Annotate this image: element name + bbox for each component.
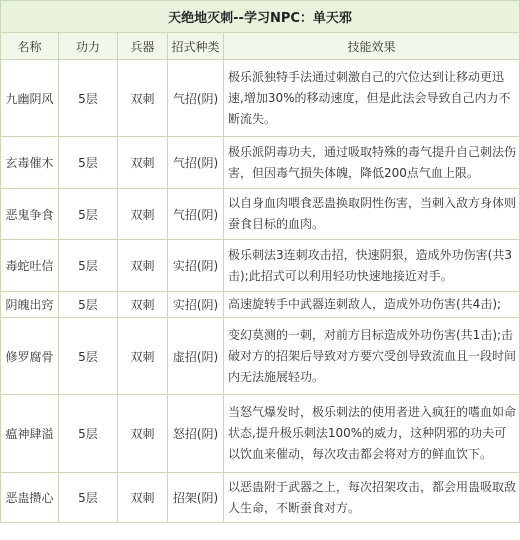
table-row	[1, 60, 520, 137]
skill-weapon: 双刺	[118, 395, 168, 473]
title-row	[1, 1, 520, 33]
skill-effect: 以恶蛊附于武器之上，每次招架攻击，都会用蛊吸取敌人生命，不断蚕食对方。	[224, 473, 520, 523]
table-row	[1, 137, 520, 189]
skill-weapon: 双刺	[118, 318, 168, 395]
skill-effect: 极乐派阴毒功夫，通过吸取特殊的毒气提升自己刺法伤害，但因毒气损失体魄，降低200点气血上限。	[224, 137, 520, 189]
skill-effect: 变幻莫测的一刺，对前方目标造成外功伤害(共1击);击破对方的招架后导致对方要穴受创导致流血且一段时间内无法施展轻功。	[224, 318, 520, 395]
skill-type: 虚招(阴)	[168, 318, 224, 395]
skill-effect: 极乐派独特手法通过刺激自己的穴位达到让移动更迅速,增加30%的移动速度，但是此法会导致自己内力不断流失。	[224, 60, 520, 137]
table-row	[1, 395, 520, 473]
skill-level: 5层	[59, 473, 118, 523]
header-type: 招式种类	[168, 33, 224, 60]
skill-name: 恶鬼争食	[1, 189, 59, 240]
skill-weapon: 双刺	[118, 473, 168, 523]
table-row	[1, 240, 520, 292]
skill-type: 怒招(阴)	[168, 395, 224, 473]
skill-effect: 以自身血肉喂食恶蛊换取阴性伤害，当刺入敌方身体则蚕食目标的血肉。	[224, 189, 520, 240]
header-effect: 技能效果	[224, 33, 520, 60]
skill-name: 九幽阴风	[1, 60, 59, 137]
skill-weapon: 双刺	[118, 292, 168, 318]
skill-weapon: 双刺	[118, 189, 168, 240]
skill-weapon: 双刺	[118, 60, 168, 137]
skill-type: 气招(阴)	[168, 137, 224, 189]
skill-weapon: 双刺	[118, 137, 168, 189]
skill-effect: 当怒气爆发时，极乐刺法的使用者进入疯狂的嗜血如命状态,提升极乐刺法100%的威力，这种阴邪的功夫可以饮血来催动，每次攻击都会将对方的鲜血饮下。	[224, 395, 520, 473]
skill-effect: 高速旋转手中武器连刺敌人，造成外功伤害(共4击);	[224, 292, 520, 318]
skill-name: 阴魄出窍	[1, 292, 59, 318]
skill-level: 5层	[59, 395, 118, 473]
skill-type: 气招(阴)	[168, 60, 224, 137]
table-row	[1, 189, 520, 240]
skill-type: 实招(阴)	[168, 240, 224, 292]
header-name: 名称	[1, 33, 59, 60]
skill-level: 5层	[59, 189, 118, 240]
skill-level: 5层	[59, 318, 118, 395]
skill-level: 5层	[59, 60, 118, 137]
skill-weapon: 双刺	[118, 240, 168, 292]
skill-type: 气招(阴)	[168, 189, 224, 240]
skill-name: 瘟神肆溢	[1, 395, 59, 473]
skill-effect: 极乐刺法3连刺攻击招，快速阴狠，造成外功伤害(共3击);此招式可以利用轻功快速地接近对手。	[224, 240, 520, 292]
table-row	[1, 473, 520, 523]
table-title: 天绝地灭刺--学习NPC：单天邪	[1, 1, 520, 33]
skill-name: 恶蛊攒心	[1, 473, 59, 523]
skill-name: 玄毒催木	[1, 137, 59, 189]
skill-name: 修罗腐骨	[1, 318, 59, 395]
skill-name: 毒蛇吐信	[1, 240, 59, 292]
skill-level: 5层	[59, 292, 118, 318]
header-weapon: 兵器	[118, 33, 168, 60]
skill-type: 招架(阴)	[168, 473, 224, 523]
skill-level: 5层	[59, 240, 118, 292]
skill-type: 实招(阴)	[168, 292, 224, 318]
skill-level: 5层	[59, 137, 118, 189]
header-row	[1, 33, 520, 60]
table-row	[1, 292, 520, 318]
header-level: 功力	[59, 33, 118, 60]
table-row	[1, 318, 520, 395]
